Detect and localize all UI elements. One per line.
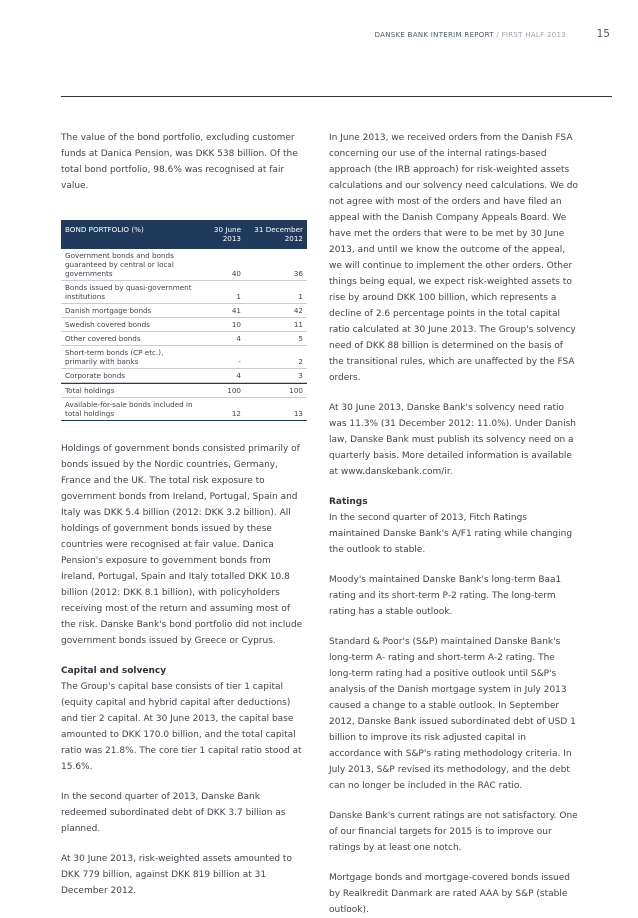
row-label: Swedish covered bonds bbox=[65, 320, 150, 329]
value-current: 1 bbox=[236, 292, 241, 301]
paragraph: At 30 June 2013, Danske Bank's solvency need ratio was 11.3% (31 December 2012: 11.0%). Under Danish law, Danske Bank must publish its solvency need on a quarterly basis. More detailed information is available at www.danskebank.com/ir. bbox=[329, 403, 576, 477]
section-heading: Capital and solvency bbox=[61, 666, 167, 676]
paragraph: In June 2013, we received orders from the Danish FSA concerning our use of the internal ratings-based approach (the IRB approach) for risk-weighted assets calculations and our solvency need calculations. We do not agree with most of the orders and have filed an appeal with the Danish Company Appeals Board. We have met the orders that were to be met by 30 June 2013, and until we know the outcome of the appeal, we will continue to implement the other orders. Other things being equal, we expect risk-weighted assets to rise by around DKK 100 billion, which represents a decline of 2.6 percentage points in the total capital ratio calculated at 30 June 2013. The Group's solvency need of DKK 88 billion is determined on the basis of the transitional rules, which are unaffected by the FSA orders. bbox=[329, 133, 579, 383]
report-title bbox=[375, 31, 566, 39]
page-header bbox=[210, 28, 610, 42]
paragraph: Mortgage bonds and mortgage-covered bonds issued by Realkredit Danmark are rated AAA by S&P (stable outlook). bbox=[329, 873, 570, 915]
paragraph: The value of the bond portfolio, excluding customer funds at Danica Pension, was DKK 538 billion. Of the total bond portfolio, 98.6% was recognised at fair value. bbox=[61, 133, 298, 191]
row-label: Danish mortgage bonds bbox=[65, 306, 152, 315]
value-current: 100 bbox=[227, 386, 241, 395]
right-column bbox=[329, 130, 579, 918]
table-row bbox=[61, 281, 307, 304]
paragraph: Standard & Poor's (S&P) maintained Danske Bank's long-term A- rating and short-term A-2 rating. The long-term rating had a positive outlook until S&P's analysis of the Danish mortgage system in July 2013 caused a change to a stable outlook. In September 2012, Danske Bank issued subordinated debt of USD 1 billion to improve its risk adjusted capital in accordance with S&P's rating methodology criteria. In July 2013, S&P revised its methodology, and the debt can no longer be included in the RAC ratio. bbox=[329, 637, 576, 791]
row-label: Available-for-sale bonds included in total holdings bbox=[65, 400, 193, 418]
table-row bbox=[61, 369, 307, 383]
column-header-prior: 31 December 2012 bbox=[254, 225, 303, 243]
paragraph: Danske Bank's current ratings are not satisfactory. One of our financial targets for 2015 is to improve our ratings by at least one notch. bbox=[329, 811, 578, 853]
value-prior: 3 bbox=[298, 371, 303, 380]
value-current: 4 bbox=[236, 334, 241, 343]
value-prior: 13 bbox=[293, 409, 303, 418]
table-row-total bbox=[61, 383, 307, 398]
row-label: Bonds issued by quasi-government institutions bbox=[65, 283, 192, 301]
row-label: Short-term bonds (CP etc.), primarily with banks bbox=[65, 348, 164, 366]
value-prior: 5 bbox=[298, 334, 303, 343]
page-number: 15 bbox=[596, 28, 610, 40]
table-row bbox=[61, 318, 307, 332]
value-current: 40 bbox=[231, 269, 241, 278]
value-prior: 2 bbox=[298, 357, 303, 366]
row-label: Other covered bonds bbox=[65, 334, 141, 343]
paragraph: At 30 June 2013, risk-weighted assets amounted to DKK 779 billion, against DKK 819 billion at 31 December 2012. bbox=[61, 854, 292, 896]
title-separator: / bbox=[493, 31, 502, 39]
paragraph: In the second quarter of 2013, Danske Bank redeemed subordinated debt of DKK 3.7 billion as planned. bbox=[61, 792, 286, 834]
table-row bbox=[61, 304, 307, 318]
column-header-current: 30 June 2013 bbox=[213, 225, 241, 243]
table-row bbox=[61, 332, 307, 346]
paragraph: Holdings of government bonds consisted primarily of bonds issued by the Nordic countries, Germany, France and the UK. The total risk exposure to government bonds from Ireland, Portugal, Spain and Italy was DKK 5.4 billion (2012: DKK 3.2 billion). All holdings of government bonds issued by these countries were recognised at fair value. Danica Pension's exposure to government bonds from Ireland, Portugal, Spain and Italy totalled DKK 10.8 billion (2012: DKK 8.1 billion), with policyholders receiving most of the return and assuming most of the risk. Danske Bank's bond portfolio did not include government bonds issued by Greece or Cyprus. bbox=[61, 444, 303, 646]
row-label: Total holdings bbox=[65, 386, 115, 395]
value-prior: 11 bbox=[293, 320, 303, 329]
paragraph: In the second quarter of 2013, Fitch Ratings maintained Danske Bank's A/F1 rating while changing the outlook to stable. bbox=[329, 513, 573, 555]
paragraph: The Group's capital base consists of tier 1 capital (equity capital and hybrid capital after deductions) and tier 2 capital. At 30 June 2013, the capital base amounted to DKK 170.0 billion, and the total capital ratio was 21.8%. The core tier 1 capital ratio stood at 15.6%. bbox=[61, 682, 302, 772]
row-label: Corporate bonds bbox=[65, 371, 126, 380]
header-rule bbox=[61, 96, 612, 97]
value-prior: 36 bbox=[293, 269, 303, 278]
value-current: 12 bbox=[231, 409, 241, 418]
value-prior: 1 bbox=[298, 292, 303, 301]
value-current: 4 bbox=[236, 371, 241, 380]
value-prior: 100 bbox=[289, 386, 303, 395]
column-header-label: BOND PORTFOLIO (%) bbox=[65, 225, 144, 234]
report-period: FIRST HALF 2013 bbox=[501, 31, 566, 39]
section-heading: Ratings bbox=[329, 497, 368, 507]
paragraph: Moody's maintained Danske Bank's long-term Baa1 rating and its short-term P-2 rating. The long-term rating has a stable outlook. bbox=[329, 575, 562, 617]
value-current: 10 bbox=[231, 320, 241, 329]
table-row bbox=[61, 346, 307, 369]
bond-portfolio-table bbox=[61, 220, 307, 421]
value-current: 41 bbox=[231, 306, 241, 315]
value-current: - bbox=[238, 357, 241, 366]
table-header bbox=[61, 220, 307, 249]
value-prior: 42 bbox=[293, 306, 303, 315]
row-label: Government bonds and bonds guaranteed by central or local governments bbox=[65, 251, 174, 278]
table-row bbox=[61, 398, 307, 421]
report-name: DANSKE BANK INTERIM REPORT bbox=[374, 31, 494, 39]
left-column bbox=[61, 130, 306, 899]
table-row bbox=[61, 249, 307, 281]
